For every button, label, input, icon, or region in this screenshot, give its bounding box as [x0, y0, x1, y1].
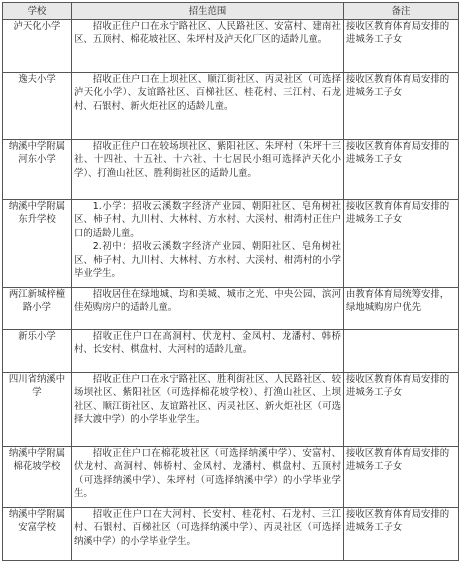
enrollment-range [72, 20, 344, 73]
header-school: 学校 [3, 3, 72, 20]
enrollment-range [72, 200, 344, 288]
enrollment-range [72, 288, 344, 330]
remark: 接收区教育体育局安排的进城务工子女 [344, 508, 459, 561]
remark: 接收区教育体育局安排的进城务工子女 [344, 373, 459, 447]
table-row [3, 20, 459, 73]
header-range: 招生范围 [72, 3, 344, 20]
school-name: 纳溪中学附属东升学校 [3, 200, 72, 288]
range-text: 招收正住户口在永宁路社区、人民路社区、安富村、建南社区、五顶村、棉花坡社区、朱坪村及泸天化厂区的适龄儿童。 [74, 21, 341, 46]
header-note: 备注 [344, 3, 459, 20]
enrollment-range [72, 140, 344, 200]
header-row [3, 3, 459, 20]
table-row [3, 73, 459, 140]
remark: 接收区教育体育局安排的进城务工子女 [344, 200, 459, 288]
range-text: 招收正住户口在较场坝社区、紫阳社区、朱坪村（朱坪十三社、十四社、十五社、十六社、十七居民小组可选择泸天化小学）、打渔山社区、胜利街社区的适龄儿童。 [74, 141, 341, 179]
school-name: 泸天化小学 [3, 20, 72, 73]
range-text: 招收居住在绿地城、均和美城、城市之光、中央公园、滨河佳苑购房户的适龄儿童。 [74, 289, 341, 314]
enrollment-table [2, 2, 459, 561]
school-name: 纳溪中学附属棉花坡学校 [3, 447, 72, 508]
remark: 接收区教育体育局安排的进城务工子女 [344, 447, 459, 508]
enrollment-range [72, 508, 344, 561]
school-name: 纳溪中学附属河东小学 [3, 140, 72, 200]
remark: 接收区教育体育局安排的进城务工子女 [344, 73, 459, 140]
enrollment-range [72, 373, 344, 447]
remark [344, 330, 459, 373]
range-text: 招收正住户口在大河村、长安村、桂花村、石龙村、三江村、石银村、百梯社区（可选择纳溪中学）、丙灵社区（可选择纳溪中学）的小学毕业学生。 [74, 509, 341, 547]
range-text: 招收正住户口在上坝社区、顺江街社区、丙灵社区（可选择泸天化小学）、友谊路社区、百梯社区、桂花村、三江村、石龙村、石银村、新火炬社区的适龄儿童。 [74, 74, 341, 112]
range-text: 招收正住户口在高洞村、伏龙村、金凤村、龙潘村、韩桥村、长安村、棋盘村、大河村的适龄儿童。 [74, 331, 341, 356]
table-row [3, 447, 459, 508]
remark: 由教育体育局统筹安排，绿地城购房户优先 [344, 288, 459, 330]
table-row [3, 200, 459, 288]
range-text-primary: 1.小学：招收云溪数字经济产业园、朝阳社区、皂角树社区、柿子村、九川村、大林村、方水村、大渓村、柑湾村正住户口的适龄儿童。 [74, 201, 341, 239]
range-text: 招收正住户口在永宁路社区、胜利街社区、人民路社区、较场坝社区、紫阳社区（可选择棉花坡学校）、打渔山社区、上坝社区、顺江街社区、友谊路社区、丙灵社区、新火炬社区（可选择大渡中学）的小学毕业学生。 [74, 374, 341, 426]
remark: 接收区教育体育局安排的进城务工子女 [344, 140, 459, 200]
school-name: 新乐小学 [3, 330, 72, 373]
table-row [3, 140, 459, 200]
table-row [3, 288, 459, 330]
school-name: 逸夫小学 [3, 73, 72, 140]
enrollment-range [72, 330, 344, 373]
school-name: 纳溪中学附属安富学校 [3, 508, 72, 561]
enrollment-range [72, 73, 344, 140]
remark: 接收区教育体育局安排的进城务工子女 [344, 20, 459, 73]
table-row [3, 330, 459, 373]
range-text-junior: 2.初中：招收云溪数字经济产业园、朝阳社区、皂角树社区、柿子村、九川村、大林村、方水村、大渓村、柑湾村的小学毕业学生。 [74, 241, 341, 280]
enrollment-range [72, 447, 344, 508]
school-name: 两江新城梓橦路小学 [3, 288, 72, 330]
school-name: 四川省纳溪中学 [3, 373, 72, 447]
table-row [3, 373, 459, 447]
table-row [3, 508, 459, 561]
range-text: 招收正住户口在棉花坡社区（可选择纳溪中学）、安富村、伏龙村、高洞村、韩桥村、金凤村、龙潘村、棋盘村、五顶村（可选择纳溪中学）、朱坪村（可选择纳溪中学）的小学毕业学生。 [74, 448, 341, 500]
